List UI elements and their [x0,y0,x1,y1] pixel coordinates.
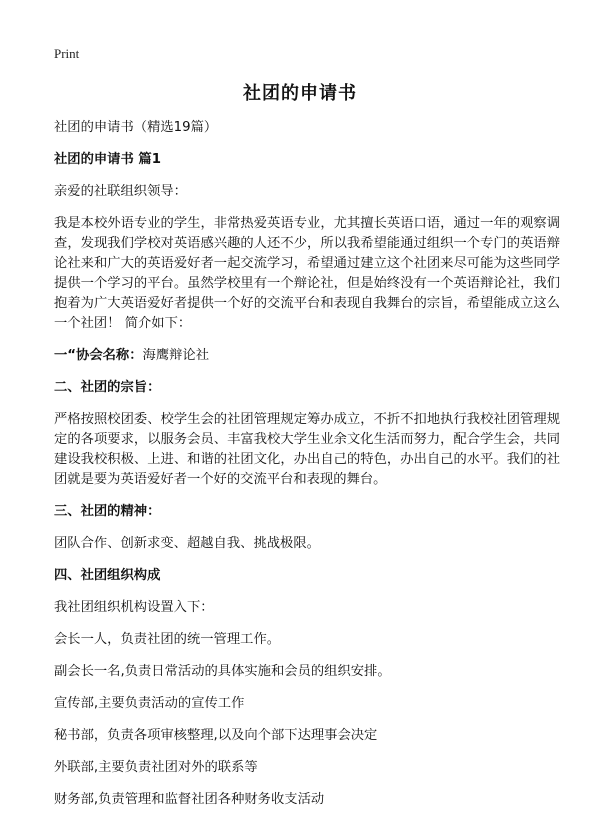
association-name-label: 一“协会名称 [54,348,130,363]
structure-intro: 我社团组织机构设置入下： [54,600,214,615]
purpose-heading-text: 二、社团的宗旨 [54,380,148,395]
role-item: 宣传部,主要负责活动的宣传工作 [54,696,245,711]
role-item: 秘书部，负责各项审核整理,以及向个部下达理事会决定 [54,728,378,743]
association-name-line [54,346,560,366]
structure-heading: 四、社团组织构成 [54,568,161,583]
page-title: 社团的申请书 [243,83,357,104]
intro-paragraph: 我是本校外语专业的学生，非常热爱英语专业，尤其擅长英语口语，通过一年的观察调查，发现我们学校对英语感兴趣的人还不少，所以我希望能通过组织一个专门的英语辩论社来和广大的英语爱好者一起交流学习，希望通过建立这个社团来尽可能为这些同学提供一个学习的平台。虽然学校里有一个辩论社，但是始终没有一个英语辩论社，我们抱着为广大英语爱好者提供一个好的交流平台和表现自我舞台的宗旨，希望能成立这么一个社团！ 简介如下： [54,216,560,331]
spirit-heading-colon: ： [147,504,161,519]
spirit-heading [54,502,560,522]
role-item: 会长一人，负责社团的统一管理工作。 [54,632,281,647]
print-link[interactable]: Print [54,46,80,61]
salutation: 亲爱的社联组织领导： [54,184,187,199]
role-item: 副会长一名,负责日常活动的具体实施和会员的组织安排。 [54,664,391,679]
purpose-heading-colon: ： [147,380,161,395]
purpose-heading [54,378,560,398]
document-body [54,118,560,822]
document-subtitle: 社团的申请书（精选19篇） [54,120,218,135]
association-name-value: 海鹰辩论社 [142,348,210,363]
section-heading: 社团的申请书 篇1 [54,152,161,167]
role-item: 外联部,主要负责社团对外的联系等 [54,760,258,775]
spirit-heading-text: 三、社团的精神 [54,504,148,519]
association-name-colon: ： [129,348,143,363]
role-item: 财务部,负责管理和监督社团各种财务收支活动 [54,792,325,807]
purpose-paragraph: 严格按照校团委、校学生会的社团管理规定筹办成立，不折不扣地执行我校社团管理规定的各项要求，以服务会员、丰富我校大学生业余文化生活而努力，配合学生会，共同建设我校积极、上进、和谐的社团文化，办出自己的特色，办出自己的水平。我们的社团就是要为英语爱好者一个好的交流平台和表现的舞台。 [54,412,560,487]
spirit-paragraph: 团队合作、创新求变、超越自我、挑战极限。 [54,536,320,551]
